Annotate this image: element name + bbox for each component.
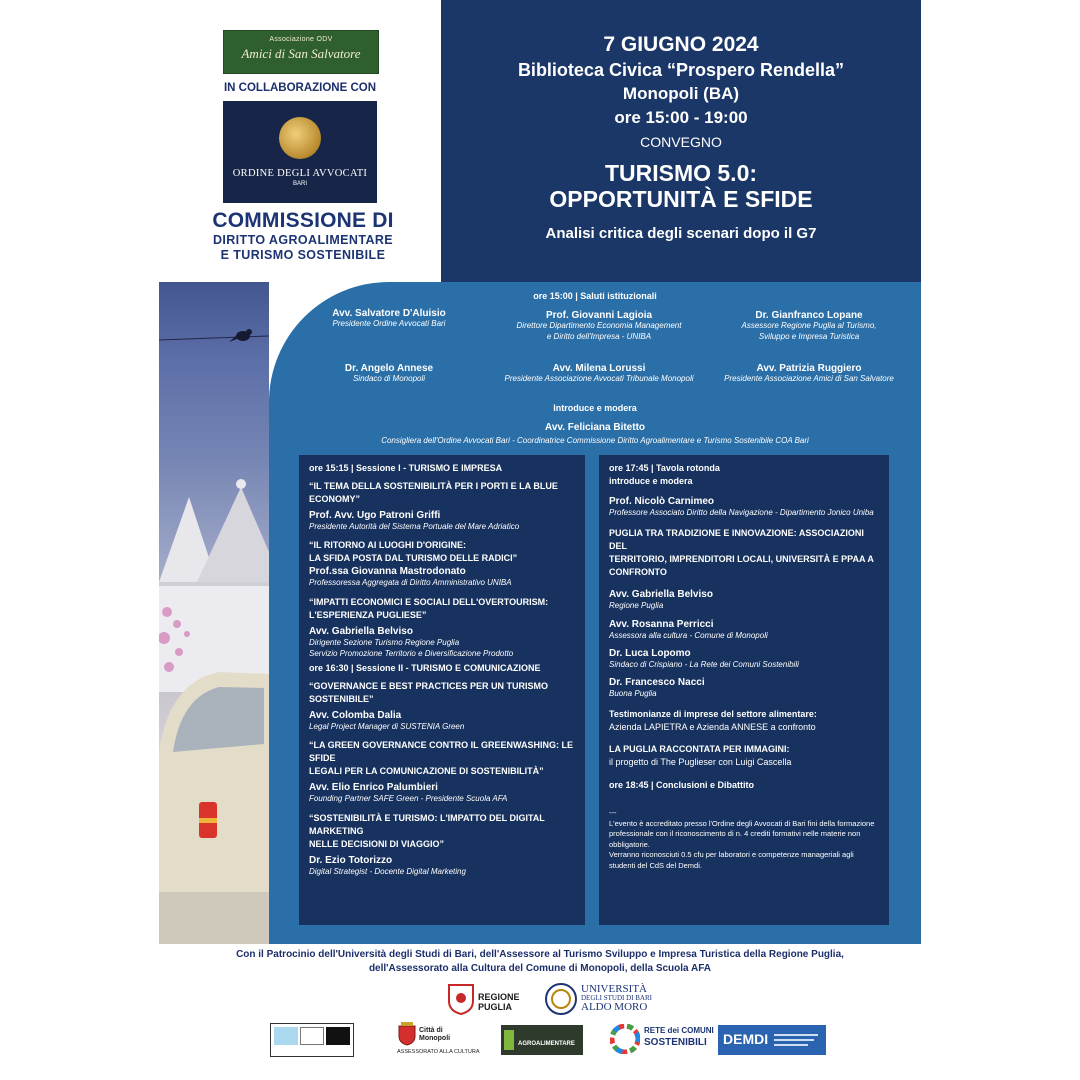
talk-title: “LA GREEN GOVERNANCE CONTRO IL GREENWASHING: LE SFIDE [309,740,574,764]
speaker-role: Direttore Dipartimento Economia Management [516,321,682,330]
round-table-topic-3: CONFRONTO [609,567,667,578]
talk-speaker-role: Professoressa Aggregata di Diritto Amministrativo UNIBA [309,578,512,588]
photo-illustration [159,282,269,944]
talk-speaker: Prof.ssa Giovanna Mastrodonato [309,566,466,578]
event-venue: Biblioteca Civica “Prospero Rendella” [517,60,845,80]
talk-speaker-role: Legal Project Manager di SUSTENIA Green [309,722,465,732]
coin-emblem-icon [279,117,321,159]
testimonials-title: Testimonianze di imprese del settore alimentare: [609,709,817,720]
ordine-city: BARI [292,181,307,187]
citta-monopoli-logo [397,1022,480,1058]
commissione-title [183,210,423,262]
commissione-line-2: DIRITTO AGROALIMENTARE [212,233,394,248]
patronage-line-1: Con il Patrocinio dell'Università degli Studi di Bari, dell'Assessore al Turismo Sviluppo e Impresa Turistica della Regione Puglia, [236,949,844,960]
speaker-name: Avv. Patrizia Ruggiero [756,363,862,374]
round-table-topic-2: TERRITORIO, IMPRENDITORI LOCALI, UNIVERSITÀ E PPAA A [609,554,874,565]
regione-crest-icon [447,983,475,1015]
uniba-line-3: ALDO MORO [581,1001,648,1013]
talk-speaker: Avv. Elio Enrico Palumbieri [309,782,438,794]
moderator-role: Consigliera dell'Ordine Avvocati Bari - Coordinatrice Commissione Diritto Agroalimentare e Turismo Sostenibile COA Bari [381,436,809,445]
event-date: 7 GIUGNO 2024 [603,33,759,56]
cfu-note-2: studenti del CdS del Demdi. [609,860,702,870]
talk-title-2: NELLE DECISIONI DI VIAGGIO” [309,838,445,849]
event-time: ore 15:00 - 19:00 [614,108,748,127]
talk-speaker-role: Digital Strategist - Docente Digital Marketing [309,866,466,876]
ordine-avvocati-logo [223,101,377,203]
moderator-heading: Introduce e modera [553,403,637,413]
panelist-name: Avv. Rosanna Perricci [609,618,714,630]
testimonials-body: Azienda LAPIETRA e Azienda ANNESE a confronto [609,722,816,733]
accreditation-note: L'evento è accreditato presso l'Ordine degli Avvocati di Bari fini della formazione [609,818,875,828]
closing-heading: ore 18:45 | Conclusioni e Dibattito [609,780,755,791]
talk-speaker: Dr. Ezio Totorizzo [309,854,393,866]
speaker-lagioia [489,310,709,343]
event-place: Monopoli (BA) [622,84,740,103]
demdi-logo [718,1025,826,1055]
event-kind: CONVEGNO [640,134,722,150]
talk-title: “IL RITORNO AI LUOGHI D'ORIGINE: [309,540,466,551]
talk-title: “GOVERNANCE E BEST PRACTICES PER UN TURISMO SOSTENIBILE” [309,681,549,705]
amici-san-salvatore-logo [223,30,379,74]
poster [159,0,921,1080]
session-2-heading: ore 16:30 | Sessione II - TURISMO E COMUNICAZIONE [309,663,541,674]
event-title-line-2: OPPORTUNITÀ E SFIDE [549,186,813,213]
images-title: LA PUGLIA RACCONTATA PER IMMAGINI: [609,743,790,754]
panelist-role: Assessora alla cultura - Comune di Monopoli [609,630,768,640]
program-panel [269,282,921,944]
talk-title-2: LEGALI PER LA COMUNICAZIONE DI SOSTENIBILITÀ” [309,766,544,777]
uniba-line-2: DEGLI STUDI DI BARI [581,994,652,1002]
speaker-role: Sindaco di Monopoli [352,374,426,383]
assoc-name: Amici di San Salvatore [241,46,361,61]
agro-label: AGROALIMENTARE [518,1041,575,1047]
demdi-label: DEMDI [723,1031,769,1047]
cfu-note: Verranno riconosciuti 0.5 cfu per laboratori e competenze manageriali agli [609,850,854,860]
speaker-name: Dr. Angelo Annese [344,363,434,374]
talk-title: “SOSTENIBILITÀ E TURISMO: L'IMPATTO DEL DIGITAL MARKETING [309,812,545,836]
session-1-heading: ore 15:15 | Sessione I - TURISMO E IMPRESA [309,463,503,473]
talk-speaker-role-2: Servizio Promozione Territorio e Diversificazione Prodotto [309,648,514,658]
accreditation-note-3: obbligatorie. [609,839,650,849]
citta-label: Città di Monopoli [419,1027,451,1042]
sessions-box [299,455,585,925]
talk-speaker: Avv. Gabriella Belviso [309,625,413,637]
organizers-column [159,0,441,282]
speaker-annese [279,363,499,385]
round-table-moderator-role: Professore Associato Diritto della Navigazione - Dipartimento Jonico Uniba [609,508,874,517]
speaker-daluisio [279,308,499,330]
patronage-text [159,948,921,975]
talk-speaker: Prof. Avv. Ugo Patroni Griffi [309,510,441,522]
assoc-label: Associazione ODV [269,36,333,43]
accreditation-note-2: professionale con il riconoscimento di n. 4 crediti formativi nelle materie non [609,829,861,839]
speaker-role-2: e Diritto dell'Impresa - UNIBA [546,331,652,341]
panelist-role: Sindaco di Crispiano - La Rete dei Comuni Sostenibili [609,659,799,669]
citta-assessorato: ASSESSORATO ALLA CULTURA [397,1049,480,1055]
uniba-seal-icon [545,983,577,1015]
agroalimentare-logo [501,1025,583,1055]
rete-line-2: SOSTENIBILI [644,1037,707,1048]
avvocati-monopoli-logo [270,1023,354,1057]
speaker-role: Assessore Regione Puglia al Turismo, [741,321,877,330]
talk-speaker-role: Presidente Autorità del Sistema Portuale del Mare Adriatico [309,522,520,532]
event-title-line-1: TURISMO 5.0: [604,160,758,186]
talk-title: “IMPATTI ECONOMICI E SOCIALI DELL'OVERTOURISM: [309,596,549,607]
uniba-line-1: UNIVERSITÀ [581,983,647,995]
separator: --- [609,808,617,818]
speaker-name: Avv. Salvatore D'Aluisio [332,308,446,319]
speaker-role: Presidente Ordine Avvocati Bari [332,319,446,328]
round-table-topic: PUGLIA TRA TRADIZIONE E INNOVAZIONE: ASSOCIAZIONI DEL [609,528,864,552]
bird-icon [229,329,252,342]
round-table-sub: introduce e modera [609,476,693,486]
ordine-name: ORDINE DEGLI AVVOCATI [232,168,368,179]
talk-title-2: LA SFIDA POSTA DAL TURISMO DELLE RADICI” [309,553,518,564]
panelist-name: Dr. Luca Lopomo [609,647,691,659]
speaker-role: Presidente Associazione Avvocati Tribunale Monopoli [504,374,694,383]
panelist-role: Regione Puglia [609,601,664,611]
event-subtitle: Analisi critica degli scenari dopo il G7 [545,224,817,242]
speaker-name: Dr. Gianfranco Lopane [755,310,863,321]
commissione-line-3: E TURISMO SOSTENIBILE [220,248,386,263]
talk-title: “IL TEMA DELLA SOSTENIBILITÀ PER I PORTI E LA BLUE ECONOMY” [309,481,558,505]
event-header [441,0,921,282]
commissione-line-1: COMMISSIONE DI [212,209,394,232]
trulli-car-photo [159,282,269,944]
regione-label: REGIONE PUGLIA [478,992,520,1012]
speaker-role: Presidente Associazione Amici di San Salvatore [724,374,894,383]
panelist-role: Buona Puglia [609,688,657,698]
regione-puglia-logo [447,983,537,1017]
speaker-name: Avv. Milena Lorussi [552,363,646,374]
speaker-role-2: Sviluppo e Impresa Turistica [758,331,860,341]
moderator-name: Avv. Feliciana Bitetto [544,422,646,433]
round-table-moderator: Prof. Nicolò Carnimeo [609,496,715,507]
panelist-name: Dr. Francesco Nacci [609,676,705,688]
panelist-name: Avv. Gabriella Belviso [609,589,713,601]
speaker-lorussi [474,363,724,385]
talk-speaker-role: Dirigente Sezione Turismo Regione Puglia [309,637,460,647]
sdg-wheel-icon [610,1024,640,1054]
speaker-lopane [699,310,919,343]
rete-line-1: RETE dei COMUNI [644,1026,714,1035]
round-table-box [599,455,889,925]
images-body: il progetto di The Puglieser con Luigi Cascella [609,756,792,767]
uniba-text [581,984,652,1013]
speaker-name: Prof. Giovanni Lagioia [545,310,653,321]
talk-title-2: L'ESPERIENZA PUGLIESE” [309,609,427,620]
welcome-heading: ore 15:00 | Saluti istituzionali [533,291,657,301]
collaboration-label: IN COLLABORAZIONE CON [223,82,377,94]
uniba-logo [545,983,675,1017]
speaker-ruggiero [689,363,929,385]
patronage-line-2: dell'Assessorato alla Cultura del Comune di Monopoli, della Scuola AFA [368,962,712,974]
monopoli-crest-icon [397,1022,417,1046]
talk-speaker-role: Founding Partner SAFE Green - Presidente Scuola AFA [309,794,508,804]
round-table-heading: ore 17:45 | Tavola rotonda [609,463,720,473]
talk-speaker: Avv. Colomba Dalia [309,710,402,722]
rete-comuni-sostenibili-logo [610,1022,714,1058]
